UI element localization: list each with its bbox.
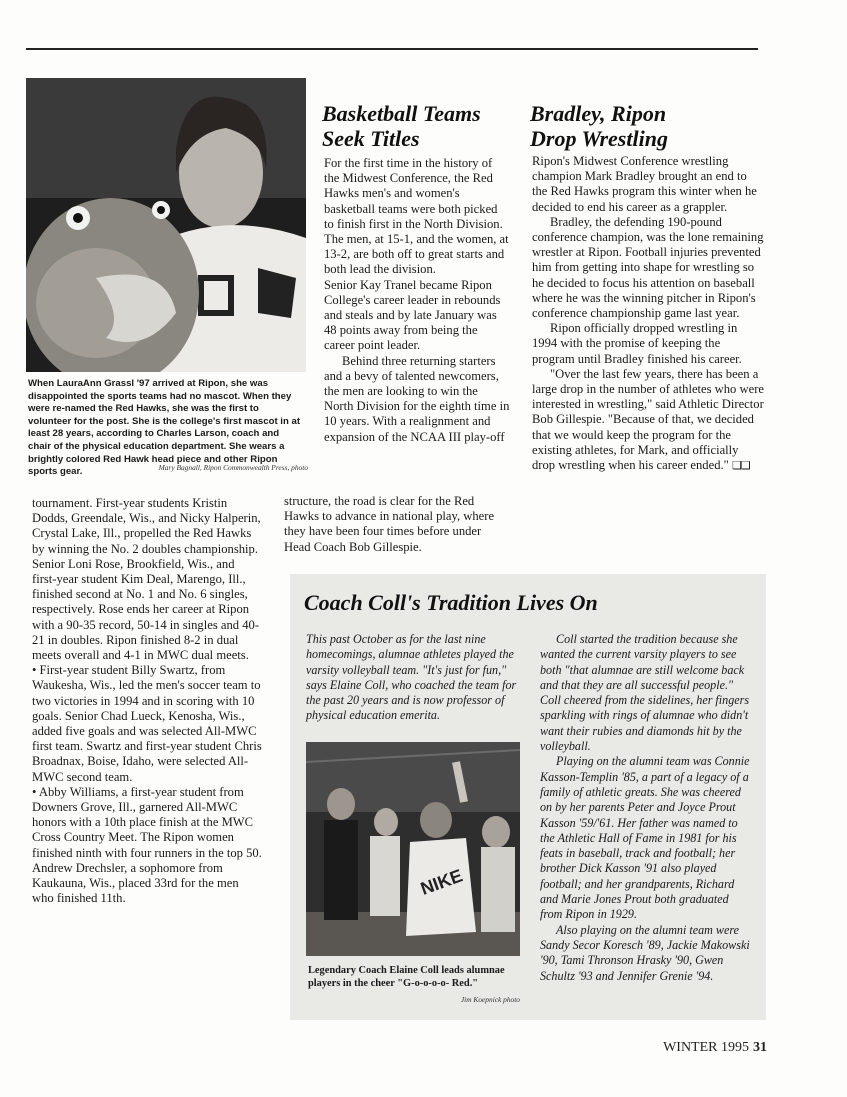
page-footer: [663, 1040, 767, 1056]
basketball-paragraph: structure, the road is clear for the Red Hawks to advance in national play, where they have been four times before under Head Coach Bob Gillespie.: [284, 494, 495, 554]
volleyball-photo-caption: Legendary Coach Elaine Coll leads alumnae players in the cheer "G-o-o-o-o- Red.": [308, 965, 505, 989]
wrestling-headline: [530, 101, 760, 151]
coach-coll-title: Coach Coll's Tradition Lives On: [304, 590, 598, 615]
basketball-body: [324, 156, 510, 445]
coach-coll-paragraph: Also playing on the alumni team were Sandy Secor Koresch '89, Jackie Makowski '90, Tami Thronson Hrasky '90, Gwen Schultz '93 and Jennifer Grenie '94.: [540, 922, 750, 983]
wrestling-paragraph-text: "Over the last few years, there has been a large drop in the number of athletes who were interested in wrestling," said Athletic Director Bob Gillespie. "Because of that, we decided that we would keep the program for the existing athletes, for Mark, and officially drop wrestling when his career ended.": [532, 366, 764, 473]
wrestling-paragraph: [532, 367, 764, 474]
wrestling-paragraph: Bradley, the defending 190-pound conference champion, was the lone remaining wrestler at Ripon. Football injuries prevented him from getting into shape for wrestling so he decided to focus his attention on baseball where he was the winning pitcher in Ripon's conference championship game last year.: [532, 214, 764, 321]
basketball-headline-line2: Seek Titles: [322, 126, 420, 151]
left-column-body: [32, 496, 262, 906]
basketball-paragraph: Senior Kay Tranel became Ripon College's career leader in rebounds and steals and by late January was 48 points away from being the career point leader.: [324, 277, 501, 353]
wrestling-paragraph: Ripon officially dropped wrestling in 1994 with the promise of keeping the program until Bradley finished his career.: [532, 321, 742, 366]
wrestling-headline-line2: Drop Wrestling: [530, 126, 668, 151]
wrestling-paragraph: Ripon's Midwest Conference wrestling champion Mark Bradley brought an end to the Red Hawks program this winter when he decided to end his career as a grappler.: [532, 154, 757, 214]
coach-coll-left-text: [306, 632, 518, 724]
page-number: 31: [753, 1040, 767, 1055]
left-column-paragraph: • First-year student Billy Swartz, from Waukesha, Wis., led the men's soccer team to two victories in 1994 and in scoring with 10 goals. Senior Chad Lueck, Kenosha, Wis., added five goals and was selected All-MWC first team. Swartz and first-year student Chris Broadnax, Boise, Idaho, were selected All-MWC second team.: [32, 663, 262, 784]
mascot-photo-credit: Mary Bagnall, Ripon Commonwealth Press, photo: [158, 463, 308, 472]
coach-coll-box: [290, 574, 766, 1020]
end-mark-icon: ❑❑: [731, 460, 750, 473]
coach-coll-paragraph: Playing on the alumni team was Connie Kasson-Templin '85, a part of a legacy of a family of athletic greats. She was cheered on by her parents Peter and Joyce Prout Kasson '59/'61. Her father was named to the Athletic Hall of Fame in 1981 for his feats in baseball, track and football; her brother Dick Kasson '91 also played football; and her grandparents, Richard and Marie Jones Prout both graduated from Ripon in 1929.: [540, 754, 750, 922]
issue-label: WINTER 1995: [663, 1040, 749, 1055]
mascot-photo-caption: When LauraAnn Grassl '97 arrived at Ripon, she was disappointed the sports teams had no mascot. When they were re-named the Red Hawks, she was the first to volunteer for the post. She is the college's first mascot in at least 28 years, according to Charles Larson, coach and chair of the physical education department. She wears a brightly colored Red Hawk head piece and other Ripon sports gear.: [28, 378, 301, 478]
mascot-photo: [26, 78, 306, 372]
nike-shirt-text: NIKE: [417, 865, 466, 899]
coach-coll-right-text: [540, 632, 750, 984]
left-column-paragraph: tournament. First-year students Kristin Dodds, Greendale, Wis., and Nicky Halperin, Crystal Lake, Ill., propelled the Red Hawks by winning the No. 2 doubles championship. Senior Loni Rose, Brookfield, Wis., and first-year student Kim Deal, Marengo, Ill., finished second at No. 1 and No. 6 singles, respectively. Rose ends her career at Ripon with a 90-35 record, 50-14 in singles and 40-21 in doubles. Ripon finished 8-2 in dual meets overall and 4-1 in MWC dual meets.: [32, 496, 261, 663]
left-column-paragraph: • Abby Williams, a first-year student from Downers Grove, Ill., garnered All-MWC honors with a 10th place finish at the MWC Cross Country Meet. The Ripon women finished ninth with four runners in the top 50. Andrew Drechsler, a sophomore from Kaukauna, Wis., placed 33rd for the men who finished 11th.: [32, 784, 262, 906]
volleyball-photo-credit: Jim Koepnick photo: [460, 995, 520, 1004]
coach-coll-paragraph: This past October as for the last nine homecomings, alumnae athletes played the varsity volleyball team. "It's just for fun," says Elaine Coll, who coached the team for the past 20 years and is now professor of physical education emerita.: [306, 632, 517, 723]
basketball-paragraph: Behind three returning starters and a bevy of talented newcomers, the men are looking to win the North Division for the eighth time in 10 years. With a realignment and expansion of the NCAA III play-off: [324, 353, 510, 444]
top-rule: [26, 48, 758, 50]
coach-coll-paragraph: Coll started the tradition because she wanted the current varsity players to see both "that alumnae are still welcome back and that they are all successful people." Coll cheered from the sidelines, her fingers sparkling with rings of alumnae who didn't want their rubies and diamonds hit by the volleyball.: [540, 632, 750, 754]
basketball-headline-line1: Basketball Teams: [322, 101, 481, 126]
basketball-body-continued: [284, 494, 510, 555]
volleyball-photo: [306, 742, 520, 956]
basketball-headline: [322, 101, 522, 151]
wrestling-body: [532, 154, 764, 474]
basketball-paragraph: For the first time in the history of the Midwest Conference, the Red Hawks men's and women's basketball teams were both picked to finish first in the North Division. The men, at 15-1, and the women, at 13-2, are both off to great starts and both lead the division.: [324, 156, 509, 277]
wrestling-headline-line1: Bradley, Ripon: [530, 101, 667, 126]
